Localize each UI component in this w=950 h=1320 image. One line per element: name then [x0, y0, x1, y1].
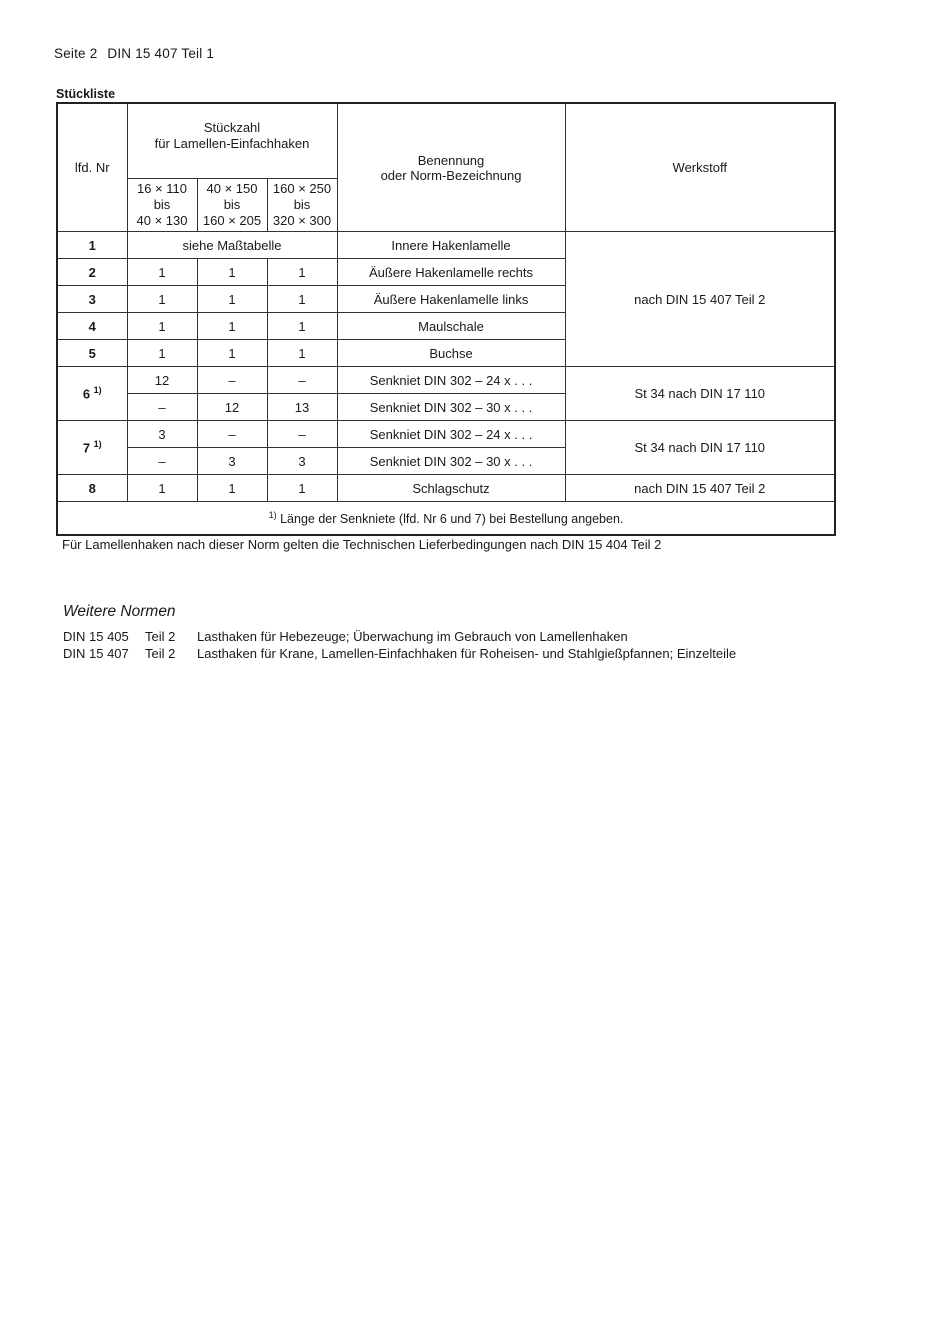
table-footnote [57, 502, 835, 536]
col-header-benennung [337, 103, 565, 232]
row-werkstoff: St 34 nach DIN 17 110 [565, 421, 835, 475]
benennung-line-1: Benennung [417, 152, 485, 168]
footnote-ref: 1) [93, 385, 102, 396]
parts-list-table [56, 102, 836, 536]
standard-code: DIN 15 405 [63, 629, 129, 644]
size-3-from: 160 × 250 [272, 181, 332, 196]
page-number: Seite 2 [54, 46, 98, 61]
row-nr: 3 [57, 286, 127, 313]
size-2-to: 160 × 205 [202, 213, 262, 228]
size-1-bis: bis [153, 197, 171, 212]
size-2-bis: bis [223, 197, 241, 212]
row-benennung: Maulschale [337, 313, 565, 340]
row-benennung: Äußere Hakenlamelle rechts [337, 259, 565, 286]
row-qty-2: – [197, 421, 267, 448]
list-item [63, 628, 736, 645]
row-qty-1: 3 [127, 421, 197, 448]
row-qty-1: 1 [127, 259, 197, 286]
row-werkstoff: nach DIN 15 407 Teil 2 [565, 475, 835, 502]
row-nr: 1 [57, 232, 127, 259]
row-qty-3: – [267, 367, 337, 394]
col-header-werkstoff: Werkstoff [565, 103, 835, 232]
size-1-from: 16 × 110 [136, 181, 187, 196]
row-benennung: Senkniet DIN 302 – 30 x . . . [337, 394, 565, 421]
row-qty-3: 1 [267, 313, 337, 340]
row-qty-3: 1 [267, 259, 337, 286]
group-line-2: für Lamellen-Einfachhaken [154, 136, 310, 151]
group-line-1: Stückzahl [203, 120, 261, 135]
size-1 [127, 179, 197, 232]
standard-title: Lasthaken für Hebezeuge; Überwachung im Gebrauch von Lamellenhaken [197, 629, 628, 644]
size-2 [197, 179, 267, 232]
standard-part: Teil 2 [145, 629, 176, 644]
list-item [63, 645, 736, 662]
row-nr-value: 7 [82, 440, 91, 456]
row-qty-2: 1 [197, 286, 267, 313]
row-qty-3: 1 [267, 475, 337, 502]
standard-code: DIN 15 407 [63, 646, 129, 661]
row-qty-1: – [127, 394, 197, 421]
row-qty-1: 12 [127, 367, 197, 394]
col-header-nr: lfd. Nr [57, 103, 127, 232]
table-row [57, 232, 835, 259]
row-qty-3: 1 [267, 286, 337, 313]
standard-title: Lasthaken für Krane, Lamellen-Einfachhaken für Roheisen- und Stahlgießpfannen; Einzelteile [197, 646, 737, 661]
row-qty-3: 1 [267, 340, 337, 367]
row-qty-1: – [127, 448, 197, 475]
benennung-line-2: oder Norm-Bezeichnung [380, 167, 522, 183]
size-3 [267, 179, 337, 232]
row-qty-2: 1 [197, 259, 267, 286]
table-row [57, 421, 835, 448]
row-qty-1: 1 [127, 340, 197, 367]
footnote-ref: 1) [93, 439, 102, 450]
row-benennung: Senkniet DIN 302 – 24 x . . . [337, 367, 565, 394]
row-qty-1: 1 [127, 313, 197, 340]
section-title: Stückliste [56, 87, 116, 101]
size-2-from: 40 × 150 [206, 181, 258, 196]
row-qty-3: – [267, 421, 337, 448]
row-qty-3: 13 [267, 394, 337, 421]
table-row [57, 367, 835, 394]
row-nr: 5 [57, 340, 127, 367]
row-werkstoff: nach DIN 15 407 Teil 2 [565, 232, 835, 367]
row-benennung: Senkniet DIN 302 – 30 x . . . [337, 448, 565, 475]
row-benennung: Schlagschutz [337, 475, 565, 502]
row-qty: siehe Maßtabelle [127, 232, 337, 259]
row-nr: 4 [57, 313, 127, 340]
row-nr: 8 [57, 475, 127, 502]
row-nr [57, 367, 127, 421]
further-standards-title: Weitere Normen [63, 603, 176, 620]
footnote-text: Länge der Senkniete (lfd. Nr 6 und 7) bei Bestellung angeben. [280, 512, 624, 527]
footnote-row [57, 502, 835, 536]
row-benennung: Äußere Hakenlamelle links [337, 286, 565, 313]
delivery-conditions-note: Für Lamellenhaken nach dieser Norm gelten die Technischen Lieferbedingungen nach DIN 15 404 Teil 2 [62, 537, 662, 552]
row-qty-2: – [197, 367, 267, 394]
row-werkstoff: St 34 nach DIN 17 110 [565, 367, 835, 421]
page-header [54, 46, 220, 61]
further-standards-list [63, 628, 736, 662]
row-qty-2: 1 [197, 340, 267, 367]
table-row [57, 475, 835, 502]
row-qty-2: 1 [197, 313, 267, 340]
size-3-bis: bis [293, 197, 311, 212]
col-header-group [127, 103, 337, 179]
size-3-to: 320 × 300 [272, 213, 332, 228]
table-header-row [57, 103, 835, 179]
size-1-to: 40 × 130 [136, 213, 188, 228]
row-qty-2: 12 [197, 394, 267, 421]
footnote-mark: 1) [268, 509, 277, 520]
standard-part: Teil 2 [145, 646, 176, 661]
row-qty-2: 1 [197, 475, 267, 502]
row-qty-1: 1 [127, 286, 197, 313]
standard-id: DIN 15 407 Teil 1 [107, 46, 215, 61]
row-nr: 2 [57, 259, 127, 286]
row-benennung: Innere Hakenlamelle [337, 232, 565, 259]
row-qty-2: 3 [197, 448, 267, 475]
row-nr [57, 421, 127, 475]
row-benennung: Buchse [337, 340, 565, 367]
row-nr-value: 6 [82, 386, 91, 402]
row-qty-1: 1 [127, 475, 197, 502]
row-qty-3: 3 [267, 448, 337, 475]
row-benennung: Senkniet DIN 302 – 24 x . . . [337, 421, 565, 448]
